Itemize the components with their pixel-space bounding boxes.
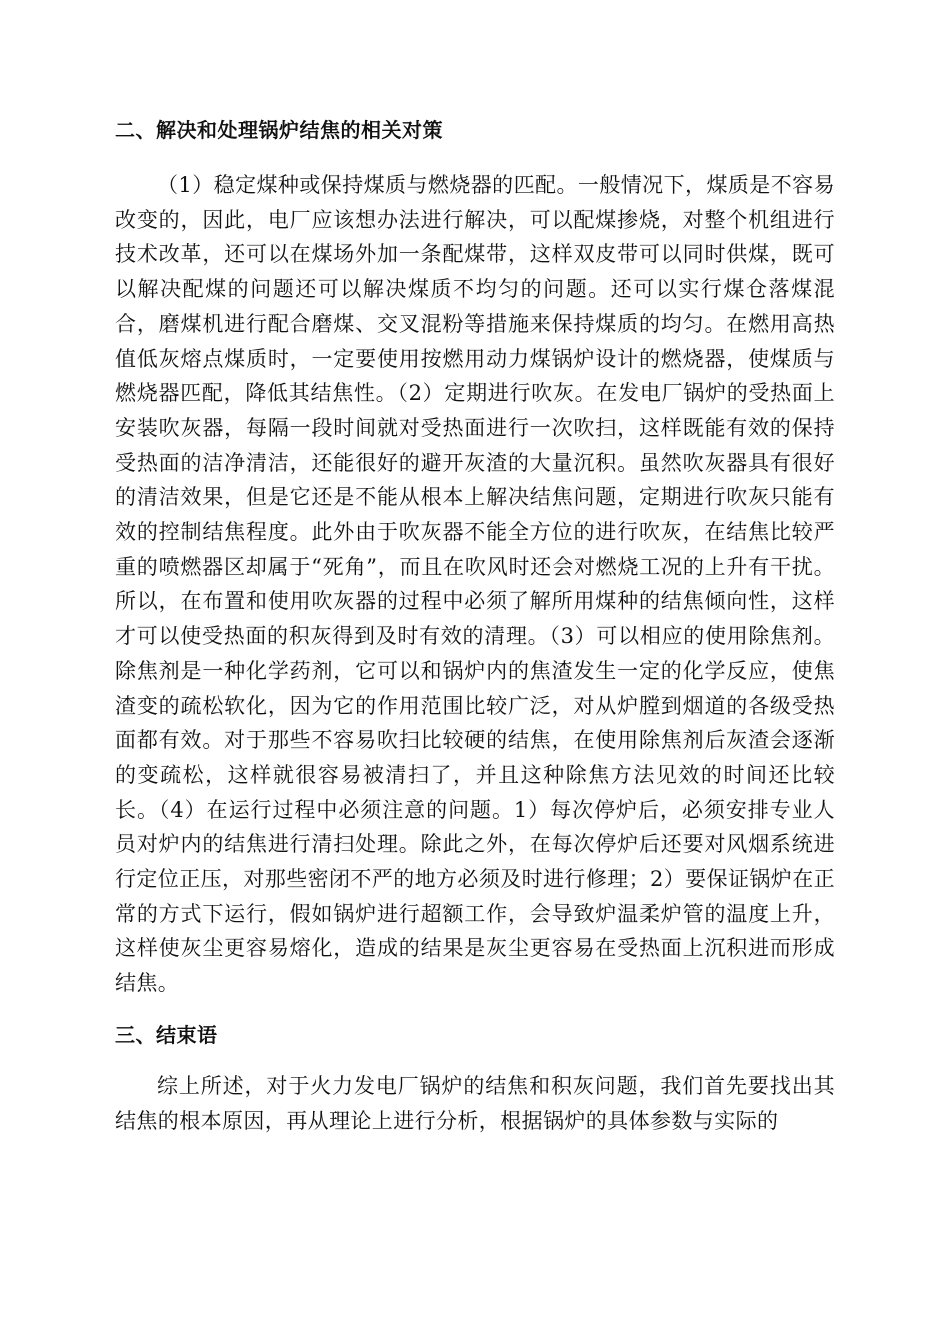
section-body-conclusion: 综上所述，对于火力发电厂锅炉的结焦和积灰问题，我们首先要找出其结焦的根本原因，再从理论上进行分析，根据锅炉的具体参数与实际的 [115, 1073, 835, 1133]
section-heading-conclusion: 三、结束语 [115, 1022, 218, 1047]
section-heading-countermeasures: 二、解决和处理锅炉结焦的相关对策 [115, 118, 443, 142]
document-page [115, 112, 835, 1138]
section-body-countermeasures: （1）稳定煤种或保持煤质与燃烧器的匹配。一般情况下，煤质是不容易改变的，因此，电厂应该想办法进行解决，可以配煤掺烧，对整个机组进行技术改革，还可以在煤场外加一条配煤带，这样双皮带可以同时供煤，既可以解决配煤的问题还可以解决煤质不均匀的问题。还可以实行煤仓落煤混合，磨煤机进行配合磨煤、交叉混粉等措施来保持煤质的均匀。在燃用高热值低灰熔点煤质时，一定要使用按燃用动力煤锅炉设计的燃烧器，使煤质与燃烧器匹配，降低其结焦性。（2）定期进行吹灰。在发电厂锅炉的受热面上安装吹灰器，每隔一段时间就对受热面进行一次吹扫，这样既能有效的保持受热面的洁净清洁，还能很好的避开灰渣的大量沉积。虽然吹灰器具有很好的清洁效果，但是它还是不能从根本上解决结焦问题，定期进行吹灰只能有效的控制结焦程度。此外由于吹灰器不能全方位的进行吹灰，在结焦比较严重的喷燃器区却属于“死角”，而且在吹风时还会对燃烧工况的上升有干扰。所以，在布置和使用吹灰器的过程中必须了解所用煤种的结焦倾向性，这样才可以使受热面的积灰得到及时有效的清理。（3）可以相应的使用除焦剂。除焦剂是一种化学药剂，它可以和锅炉内的焦渣发生一定的化学反应，使焦渣变的疏松软化，因为它的作用范围比较广泛，对从炉膛到烟道的各级受热面都有效。对于那些不容易吹扫比较硬的结焦，在使用除焦剂后灰渣会逐渐的变疏松，这样就很容易被清扫了，并且这种除焦方法见效的时间还比较长。（4）在运行过程中必须注意的问题。1）每次停炉后，必须安排专业人员对炉内的结焦进行清扫处理。除此之外，在每次停炉后还要对风烟系统进行定位正压，对那些密闭不严的地方必须及时进行修理；2）要保证锅炉在正常的方式下运行，假如锅炉进行超额工作，会导致炉温柔炉管的温度上升，这样使灰尘更容易熔化，造成的结果是灰尘更容易在受热面上沉积进而形成结焦。 [115, 173, 835, 996]
